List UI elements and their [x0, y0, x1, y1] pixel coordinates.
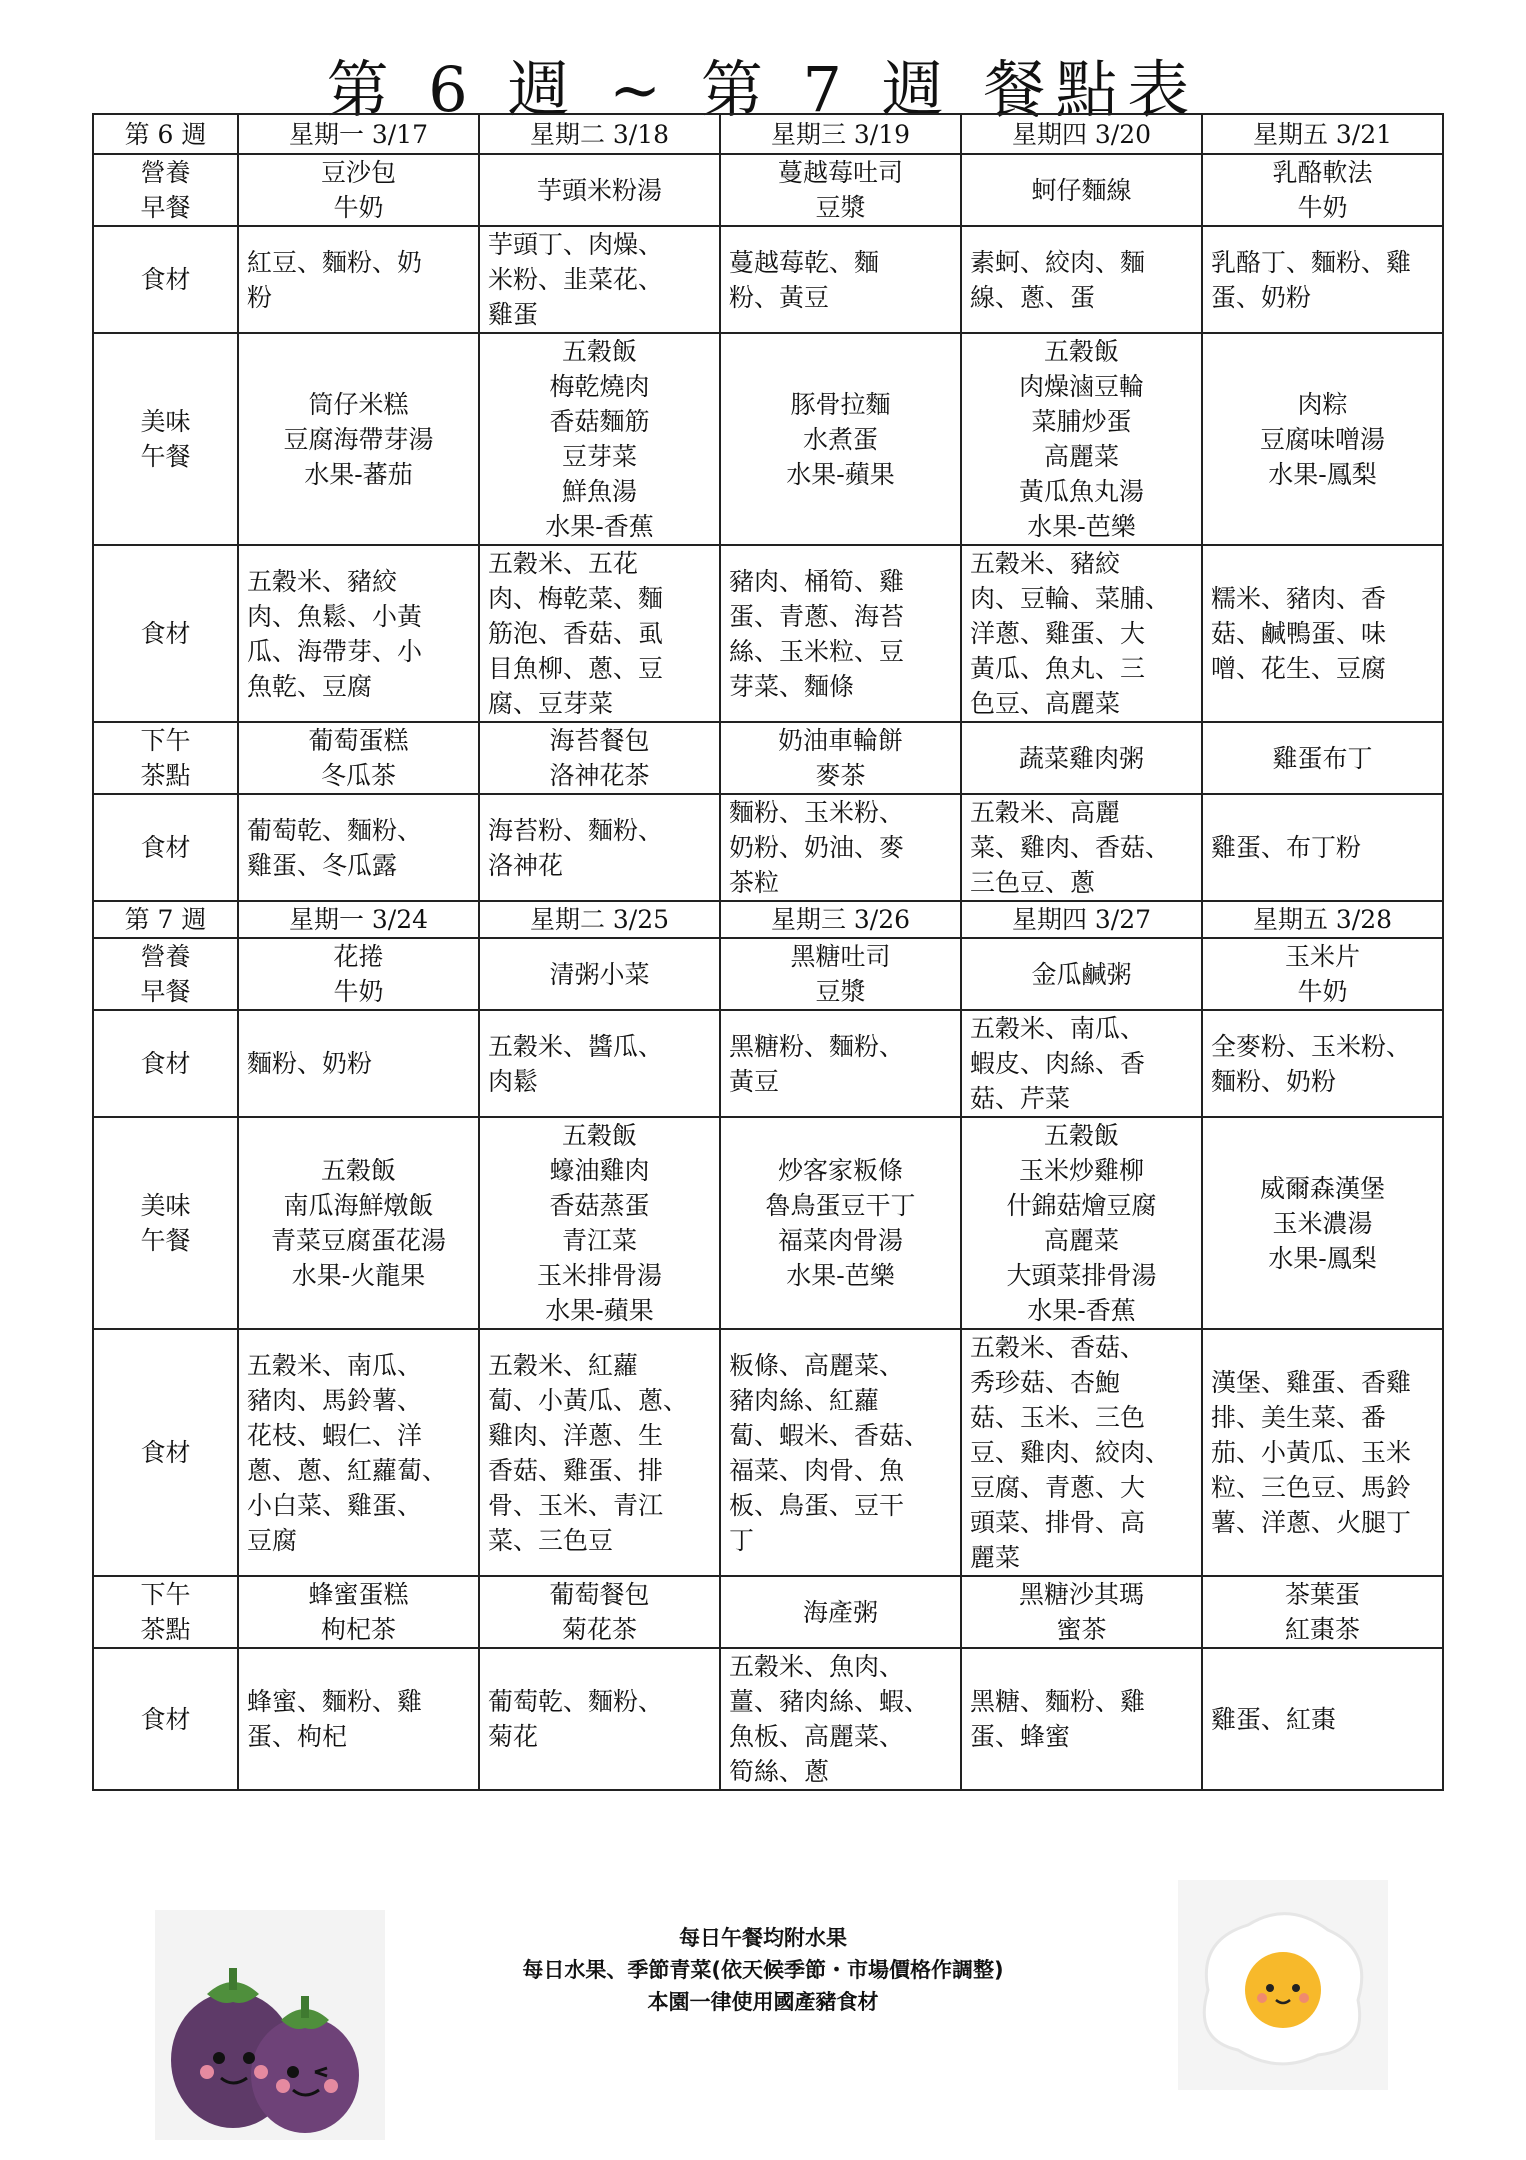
note-line: 每日水果、季節青菜(依天候季節・市場價格作調整): [522, 1958, 1004, 1982]
meal-cell: 玉米片 牛奶: [1202, 938, 1443, 1010]
week-header-row: [93, 114, 1443, 154]
meal-cell: 五穀飯 梅乾燒肉 香菇麵筋 豆芽菜 鮮魚湯 水果-香蕉: [479, 333, 720, 545]
breakfast-row: [93, 938, 1443, 1010]
ingredients-cell: 五穀米、紅蘿 蔔、小黃瓜、蔥、 雞肉、洋蔥、生 香菇、雞蛋、排 骨、玉米、青江 菜、三色豆: [479, 1329, 720, 1576]
meal-cell: 五穀飯 玉米炒雞柳 什錦菇燴豆腐 高麗菜 大頭菜排骨湯 水果-香蕉: [961, 1117, 1202, 1329]
lunch-row: [93, 1117, 1443, 1329]
ingredients-cell: 五穀米、魚肉、 薑、豬肉絲、蝦、 魚板、高麗菜、 筍絲、蔥: [720, 1648, 961, 1790]
snack-ingredients-row: [93, 1648, 1443, 1790]
meal-table: [92, 113, 1444, 1791]
meal-cell: 葡萄餐包 菊花茶: [479, 1576, 720, 1648]
meal-cell: 花捲 牛奶: [238, 938, 479, 1010]
row-label: 食材: [93, 1329, 238, 1576]
lunch-ingredients-row: [93, 545, 1443, 722]
breakfast-row: [93, 154, 1443, 226]
meal-cell: 葡萄蛋糕 冬瓜茶: [238, 722, 479, 794]
ingredients-cell: 葡萄乾、麵粉、 雞蛋、冬瓜露: [238, 794, 479, 901]
ingredients-cell: 雞蛋、紅棗: [1202, 1648, 1443, 1790]
meal-cell: 海苔餐包 洛神花茶: [479, 722, 720, 794]
meal-cell: 炒客家粄條 魯鳥蛋豆干丁 福菜肉骨湯 水果-芭樂: [720, 1117, 961, 1329]
row-label: 美味 午餐: [93, 1117, 238, 1329]
meal-cell: 威爾森漢堡 玉米濃湯 水果-鳳梨: [1202, 1117, 1443, 1329]
ingredients-cell: 五穀米、南瓜、 蝦皮、肉絲、香 菇、芹菜: [961, 1010, 1202, 1117]
row-label: 食材: [93, 1648, 238, 1790]
breakfast-ingredients-row: [93, 226, 1443, 333]
page-title: 第 6 週 ~ 第 7 週 餐點表: [326, 53, 1200, 126]
ingredients-cell: 糯米、豬肉、香 菇、鹹鴨蛋、味 噌、花生、豆腐: [1202, 545, 1443, 722]
ingredients-cell: 漢堡、雞蛋、香雞 排、美生菜、番 茄、小黃瓜、玉米 粒、三色豆、馬鈴 薯、洋蔥、火腿丁: [1202, 1329, 1443, 1576]
day-header: 星期二 3/18: [479, 114, 720, 154]
meal-cell: 黑糖沙其瑪 蜜茶: [961, 1576, 1202, 1648]
day-header: 星期一 3/24: [238, 901, 479, 938]
meal-cell: 蚵仔麵線: [961, 154, 1202, 226]
meal-cell: 茶葉蛋 紅棗茶: [1202, 1576, 1443, 1648]
ingredients-cell: 五穀米、五花 肉、梅乾菜、麵 筋泡、香菇、虱 目魚柳、蔥、豆 腐、豆芽菜: [479, 545, 720, 722]
ingredients-cell: 紅豆、麵粉、奶 粉: [238, 226, 479, 333]
meal-cell: 豆沙包 牛奶: [238, 154, 479, 226]
fried-egg-illustration: [1178, 1880, 1388, 2090]
day-header: 星期五 3/28: [1202, 901, 1443, 938]
ingredients-cell: 五穀米、高麗 菜、雞肉、香菇、 三色豆、蔥: [961, 794, 1202, 901]
day-header: 星期四 3/27: [961, 901, 1202, 938]
row-label: 美味 午餐: [93, 333, 238, 545]
snack-row: [93, 1576, 1443, 1648]
lunch-row: [93, 333, 1443, 545]
meal-cell: 芋頭米粉湯: [479, 154, 720, 226]
meal-cell: 蔓越莓吐司 豆漿: [720, 154, 961, 226]
row-label: 營養 早餐: [93, 154, 238, 226]
day-header: 星期三 3/19: [720, 114, 961, 154]
day-header: 星期三 3/26: [720, 901, 961, 938]
ingredients-cell: 五穀米、香菇、 秀珍菇、杏鮑 菇、玉米、三色 豆、雞肉、絞肉、 豆腐、青蔥、大 頭菜、排骨、高 麗菜: [961, 1329, 1202, 1576]
ingredients-cell: 素蚵、絞肉、麵 線、蔥、蛋: [961, 226, 1202, 333]
note-line: 本園一律使用國產豬食材: [647, 1990, 879, 2014]
meal-cell: 五穀飯 南瓜海鮮燉飯 青菜豆腐蛋花湯 水果-火龍果: [238, 1117, 479, 1329]
meal-cell: 清粥小菜: [479, 938, 720, 1010]
row-label: 營養 早餐: [93, 938, 238, 1010]
meal-cell: 蜂蜜蛋糕 枸杞茶: [238, 1576, 479, 1648]
footer-notes: [400, 1922, 1126, 2018]
ingredients-cell: 芋頭丁、肉燥、 米粉、韭菜花、 雞蛋: [479, 226, 720, 333]
ingredients-cell: 五穀米、醬瓜、 肉鬆: [479, 1010, 720, 1117]
ingredients-cell: 五穀米、豬絞 肉、豆輪、菜脯、 洋蔥、雞蛋、大 黃瓜、魚丸、三 色豆、高麗菜: [961, 545, 1202, 722]
row-label: 食材: [93, 226, 238, 333]
meal-cell: 乳酪軟法 牛奶: [1202, 154, 1443, 226]
day-header: 星期四 3/20: [961, 114, 1202, 154]
week-label: 第 7 週: [93, 901, 238, 938]
eggplant-illustration: [155, 1910, 385, 2140]
day-header: 星期五 3/21: [1202, 114, 1443, 154]
ingredients-cell: 乳酪丁、麵粉、雞 蛋、奶粉: [1202, 226, 1443, 333]
ingredients-cell: 黑糖、麵粉、雞 蛋、蜂蜜: [961, 1648, 1202, 1790]
snack-row: [93, 722, 1443, 794]
row-label: 食材: [93, 794, 238, 901]
ingredients-cell: 粄條、高麗菜、 豬肉絲、紅蘿 蔔、蝦米、香菇、 福菜、肉骨、魚 板、鳥蛋、豆干 丁: [720, 1329, 961, 1576]
ingredients-cell: 五穀米、南瓜、 豬肉、馬鈴薯、 花枝、蝦仁、洋 蔥、蔥、紅蘿蔔、 小白菜、雞蛋、 豆腐: [238, 1329, 479, 1576]
ingredients-cell: 黑糖粉、麵粉、 黃豆: [720, 1010, 961, 1117]
day-header: 星期一 3/17: [238, 114, 479, 154]
ingredients-cell: 蜂蜜、麵粉、雞 蛋、枸杞: [238, 1648, 479, 1790]
meal-cell: 五穀飯 肉燥滷豆輪 菜脯炒蛋 高麗菜 黃瓜魚丸湯 水果-芭樂: [961, 333, 1202, 545]
meal-cell: 海產粥: [720, 1576, 961, 1648]
ingredients-cell: 麵粉、玉米粉、 奶粉、奶油、麥 茶粒: [720, 794, 961, 901]
breakfast-ingredients-row: [93, 1010, 1443, 1117]
ingredients-cell: 葡萄乾、麵粉、 菊花: [479, 1648, 720, 1790]
ingredients-cell: 海苔粉、麵粉、 洛神花: [479, 794, 720, 901]
row-label: 食材: [93, 1010, 238, 1117]
meal-cell: 五穀飯 蠔油雞肉 香菇蒸蛋 青江菜 玉米排骨湯 水果-蘋果: [479, 1117, 720, 1329]
day-header: 星期二 3/25: [479, 901, 720, 938]
note-line: 每日午餐均附水果: [679, 1926, 847, 1950]
meal-cell: 黑糖吐司 豆漿: [720, 938, 961, 1010]
row-label: 下午 茶點: [93, 1576, 238, 1648]
row-label: 下午 茶點: [93, 722, 238, 794]
ingredients-cell: 蔓越莓乾、麵 粉、黃豆: [720, 226, 961, 333]
ingredients-cell: 五穀米、豬絞 肉、魚鬆、小黃 瓜、海帶芽、小 魚乾、豆腐: [238, 545, 479, 722]
ingredients-cell: 麵粉、奶粉: [238, 1010, 479, 1117]
meal-cell: 筒仔米糕 豆腐海帶芽湯 水果-蕃茄: [238, 333, 479, 545]
row-label: 食材: [93, 545, 238, 722]
ingredients-cell: 全麥粉、玉米粉、 麵粉、奶粉: [1202, 1010, 1443, 1117]
lunch-ingredients-row: [93, 1329, 1443, 1576]
meal-cell: 金瓜鹹粥: [961, 938, 1202, 1010]
meal-cell: 雞蛋布丁: [1202, 722, 1443, 794]
ingredients-cell: 豬肉、桶筍、雞 蛋、青蔥、海苔 絲、玉米粒、豆 芽菜、麵條: [720, 545, 961, 722]
week-header-row: [93, 901, 1443, 938]
meal-cell: 蔬菜雞肉粥: [961, 722, 1202, 794]
snack-ingredients-row: [93, 794, 1443, 901]
meal-cell: 奶油車輪餅 麥茶: [720, 722, 961, 794]
meal-cell: 豚骨拉麵 水煮蛋 水果-蘋果: [720, 333, 961, 545]
meal-cell: 肉粽 豆腐味噌湯 水果-鳳梨: [1202, 333, 1443, 545]
week-label: 第 6 週: [93, 114, 238, 154]
ingredients-cell: 雞蛋、布丁粉: [1202, 794, 1443, 901]
